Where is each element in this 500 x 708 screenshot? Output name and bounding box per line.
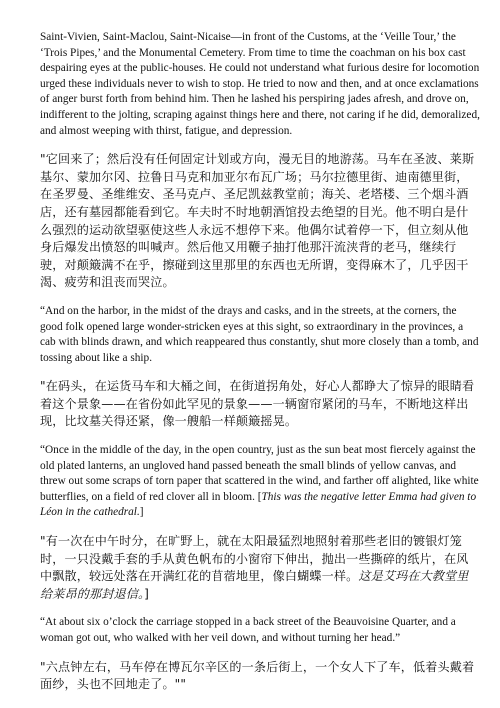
document-page <box>40 30 480 706</box>
editorial-note-chinese: 这是艾玛在大教堂里给莱昂的那封退信。 <box>40 569 469 601</box>
paragraph-chinese-2: "在码头，在运货马车和大桶之间，在街道拐角处，好心人都睁大了惊异的眼睛看着这个景象——在省份如此罕见的景象——一辆窗帘紧闭的马车，不断地这样出现，比坟墓关得还紧，像一艘船一样颠簸摇晃。 <box>40 379 475 429</box>
bracket-close-chinese: ] <box>144 586 150 601</box>
editorial-note-english: This was the negative letter Emma had given to Léon in the cathedral. <box>40 490 477 519</box>
paragraph-english-1: Saint-Vivien, Saint-Maclou, Saint-Nicaise—in front of the Customs, at the ‘Veille Tour,’ the ‘Trois Pipes,’ and the Monumental Cemetery. From time to time the coachman on his box cast despairing eyes at the public-houses. He could not understand what furious desire for locomotion urged these individuals never to wish to stop. He tried to now and then, and at once exclamations of anger burst forth from behind him. Then he lashed his perspiring jades afresh, and drove on, indifferent to the jolting, scraping against things here and there, not caring if he did, demoralized, and almost weeping with thirst, fatigue, and depression. <box>40 31 480 137</box>
paragraph-english-2: “And on the harbor, in the midst of the drays and casks, and in the streets, at the corners, the good folk opened large wonder-stricken eyes at this sight, so extraordinary in the provinces, a cab with blinds drawn, and which reappeared thus constantly, shut more closely than a tomb, and tossing about like a ship. <box>40 304 479 364</box>
paragraph-english-3 <box>40 443 480 521</box>
bracket-close: ] <box>139 506 144 519</box>
paragraph-chinese-3 <box>40 533 480 603</box>
paragraph-chinese-3-body: "有一次在中午时分，在旷野上，就在太阳最猛烈地照射着那些老旧的镀银灯笼时，一只没戴手套的手从黄色帆布的小窗帘下伸出，抛出一些撕碎的纸片，在风中飘散，较远处落在开满红花的苜蓿地里，像白蝴蝶一样。 <box>40 534 469 584</box>
paragraph-chinese-1: "它回来了；然后没有任何固定计划或方向，漫无目的地游荡。马车在圣波、莱斯基尔、蒙加尔冈、拉鲁日马克和加亚尔布瓦广场；马尔拉德里街、迪南德里街，在圣罗曼、圣维维安、圣马克卢、圣尼凯兹教堂前；海关、老塔楼、三个烟斗酒店，还有墓园都能看到它。车夫时不时地朝酒馆投去绝望的目光。他不明白是什么强烈的运动欲望驱使这些人永远不想停下来。他偶尔试着停一下，但立刻从他身后爆发出愤怒的叫喊声。然后他又用鞭子抽打他那汗流浃背的老马，继续行驶，对颠簸满不在乎，擦碰到这里那里的东西也无所谓，变得麻木了，几乎因干渴、疲劳和沮丧而哭泣。 <box>40 152 475 290</box>
paragraph-chinese-4: "六点钟左右，马车停在博瓦尔辛区的一条后街上，一个女人下了车，低着头戴着面纱，头也不回地走了。"" <box>40 659 475 692</box>
paragraph-english-4: “At about six o’clock the carriage stopped in a back street of the Beauvoisine Quarter, and a woman got out, who walked with her veil down, and without turning her head.” <box>40 616 456 644</box>
paragraph-english-3-body: “Once in the middle of the day, in the open country, just as the sun beat most fiercely against the old plated lanterns, an ungloved hand passed beneath the small blinds of yellow canvas, and threw out some scraps of torn paper that scattered in the wind, and farther off alighted, like white butterflies, on a field of red clover all in bloom. [ <box>40 444 479 503</box>
